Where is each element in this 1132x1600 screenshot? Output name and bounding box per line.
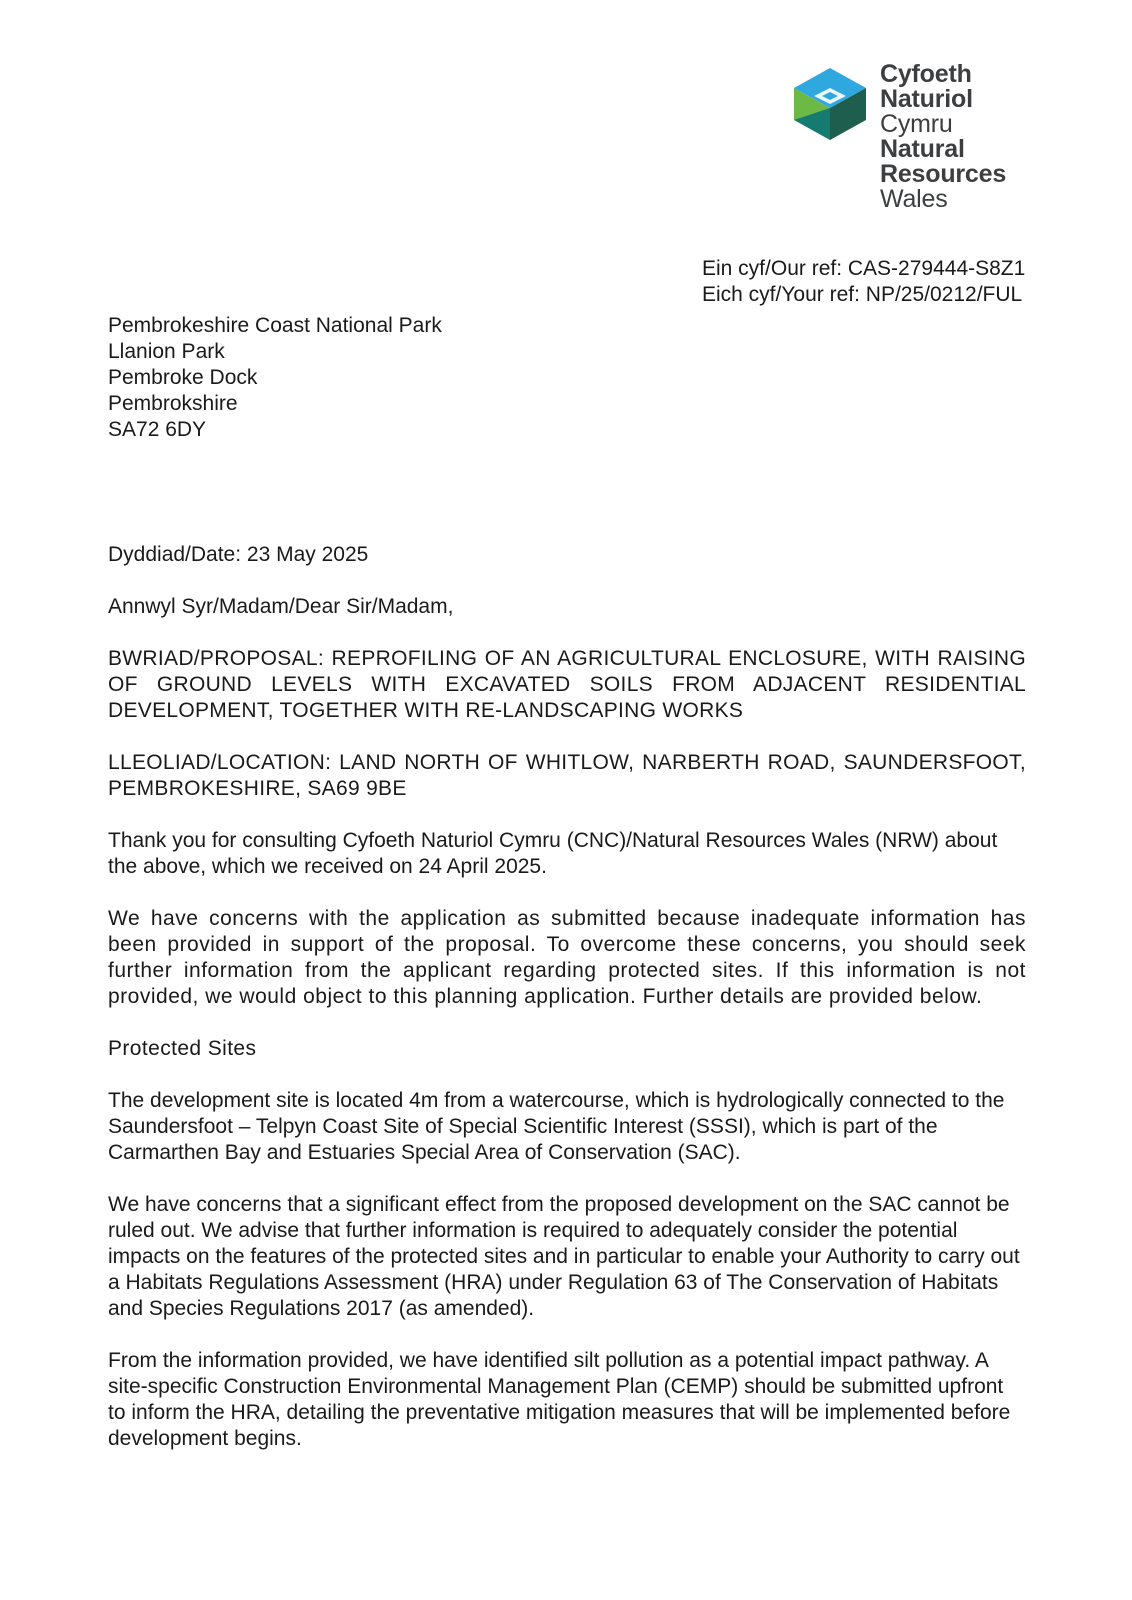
your-ref: Eich cyf/Your ref: NP/25/0212/FUL bbox=[702, 283, 1023, 306]
location-paragraph: LLEOLIAD/LOCATION: LAND NORTH OF WHITLOW, NARBERTH ROAD, SAUNDERSFOOT, PEMBROKESHIRE, SA69 9BE bbox=[108, 751, 1026, 800]
logo-line-natural: Natural bbox=[880, 135, 965, 163]
paragraph-concerns: We have concerns with the application as submitted because inadequate information has been provided in support of the proposal. To overcome these concerns, you should seek further information from the applicant regarding protected sites. If this information is not provided, we would object to this planning application. Further details are provided below. bbox=[108, 907, 1026, 1008]
logo-line-resources: Resources bbox=[880, 160, 1007, 188]
letter-date: Dyddiad/Date: 23 May 2025 bbox=[108, 543, 369, 566]
paragraph-development-site: The development site is located 4m from a watercourse, which is hydrologically connected to the Saundersfoot – Telpyn Coast Site of Special Scientific Interest (SSSI), which is part of the Carmarthen Bay and Estuaries Special Area of Conservation (SAC). bbox=[108, 1089, 1005, 1164]
logo-line-wales: Wales bbox=[880, 185, 948, 213]
section-heading-protected-sites: Protected Sites bbox=[108, 1037, 257, 1060]
paragraph-thanks: Thank you for consulting Cyfoeth Naturiol Cymru (CNC)/Natural Resources Wales (NRW) about the above, which we received on 24 April 2025. bbox=[108, 829, 998, 878]
our-ref: Ein cyf/Our ref: CAS-279444-S8Z1 bbox=[702, 257, 1026, 280]
paragraph-silt-pollution: From the information provided, we have identified silt pollution as a potential impact pathway. A site-specific Construction Environmental Management Plan (CEMP) should be submitted upfront to inform the HRA, detailing the preventative mitigation measures that will be implemented before development begins. bbox=[108, 1349, 1011, 1450]
nrw-logo bbox=[792, 62, 1032, 222]
recipient-address bbox=[108, 313, 442, 443]
logo-line-cymru: Cymru bbox=[880, 110, 953, 138]
address-line-2: Llanion Park bbox=[108, 340, 225, 363]
letter-salutation: Annwyl Syr/Madam/Dear Sir/Madam, bbox=[108, 595, 454, 618]
address-line-1: Pembrokeshire Coast National Park bbox=[108, 314, 442, 337]
proposal-paragraph: BWRIAD/PROPOSAL: REPROFILING OF AN AGRICULTURAL ENCLOSURE, WITH RAISING OF GROUND LEVELS WITH EXCAVATED SOILS FROM ADJACENT RESIDENTIAL DEVELOPMENT, TOGETHER WITH RE-LANDSCAPING WORKS bbox=[108, 647, 1026, 722]
letter-body bbox=[108, 542, 1026, 1478]
nrw-logo-icon bbox=[792, 68, 868, 140]
paragraph-significant-effect: We have concerns that a significant effect from the proposed development on the SAC cannot be ruled out. We advise that further information is required to adequately consider the potential impacts on the features of the protected sites and in particular to enable your Authority to carry out a Habitats Regulations Assessment (HRA) under Regulation 63 of The Conservation of Habitats and Species Regulations 2017 (as amended). bbox=[108, 1193, 1020, 1320]
reference-block bbox=[702, 256, 1032, 308]
logo-line-naturiol: Naturiol bbox=[880, 85, 973, 113]
address-line-3: Pembroke Dock bbox=[108, 366, 258, 389]
address-line-4: Pembrokshire bbox=[108, 392, 238, 415]
address-line-5: SA72 6DY bbox=[108, 418, 207, 441]
logo-line-cyfoeth: Cyfoeth bbox=[880, 60, 972, 88]
logo-wordmark bbox=[880, 62, 1006, 212]
